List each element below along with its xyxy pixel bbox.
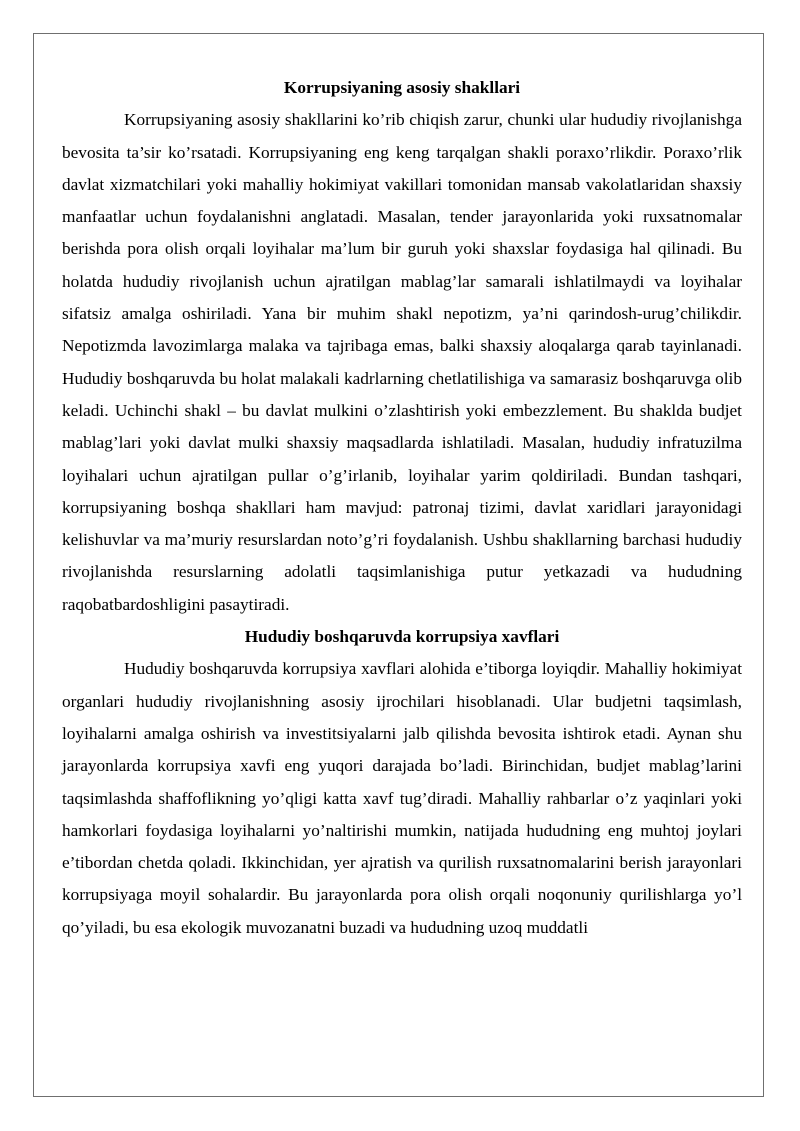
section-paragraph-2: Hududiy boshqaruvda korrupsiya xavflari alohida e’tiborga loyiqdir. Mahalliy hokimiyat organlari hududiy rivojlanishning asosiy ijrochilari hisoblanadi. Ular budjetni taqsimlash, loyihalarni amalga oshirish va investitsiyalarni jalb qilishda bevosita ishtirok etadi. Aynan shu jarayonlarda korrupsiya xavfi eng yuqori darajada bo’ladi. Birinchidan, budjet mablag’larini taqsimlashda shaffoflikning yo’qligi katta xavf tug’diradi. Mahalliy rahbarlar o’z yaqinlari yoki hamkorlari foydasiga loyihalarni yo’naltirishi mumkin, natijada hududning eng muhtoj joylari e’tibordan chetda qoladi. Ikkinchidan, yer ajratish va qurilish ruxsatnomalarini berish jarayonlari korrupsiyaga moyil sohalardir. Bu jarayonlarda pora olish orqali noqonuniy qurilishlarga yo’l qo’yiladi, bu esa ekologik muvozanatni buzadi va hududning uzoq muddatli	[62, 659, 742, 937]
section-heading-2: Hududiy boshqaruvda korrupsiya xavflari	[244, 627, 560, 647]
section-heading-1: Korrupsiyaning asosiy shakllari	[283, 78, 521, 97]
document-body	[62, 72, 742, 944]
section-paragraph-1: Korrupsiyaning asosiy shakllarini ko’rib chiqish zarur, chunki ular hududiy rivojlanishga bevosita ta’sir ko’rsatadi. Korrupsiyaning eng keng tarqalgan shakli poraxo’rlikdir. Poraxo’rlik davlat xizmatchilari yoki mahalliy hokimiyat vakillari tomonidan mansab vakolatlaridan shaxsiy manfaatlar uchun foydalanishni anglatadi. Masalan, tender jarayonlarida yoki ruxsatnomalar berishda pora olish orqali loyihalar ma’lum bir guruh yoki shaxslar foydasiga hal qilinadi. Bu holatda hududiy rivojlanish uchun ajratilgan mablag’lar samarali ishlatilmaydi va loyihalar sifatsiz amalga oshiriladi. Yana bir muhim shakl nepotizm, ya’ni qarindosh-urug’chilikdir. Nepotizmda lavozimlarga malaka va tajribaga emas, balki shaxsiy aloqalarga qarab tayinlanadi. Hududiy boshqaruvda bu holat malakali kadrlarning chetlatilishiga va samarasiz boshqaruvga olib keladi. Uchinchi shakl – bu davlat mulkini o’zlashtirish yoki embezzlement. Bu shaklda budjet mablag’lari yoki davlat mulki shaxsiy maqsadlarda ishlatiladi. Masalan, hududiy infratuzilma loyihalari uchun ajratilgan pullar o’g’irlanib, loyihalar yarim qoldiriladi. Bundan tashqari, korrupsiyaning boshqa shakllari ham mavjud: patronaj tizimi, davlat xaridlari jarayonidagi kelishuvlar va ma’muriy resurslardan noto’g’ri foydalanish. Ushbu shakllarning barchasi hududiy rivojlanishda resurslarning adolatli taqsimlanishiga putur yetkazadi va hududning raqobatbardoshligini pasaytiradi.	[62, 110, 742, 614]
